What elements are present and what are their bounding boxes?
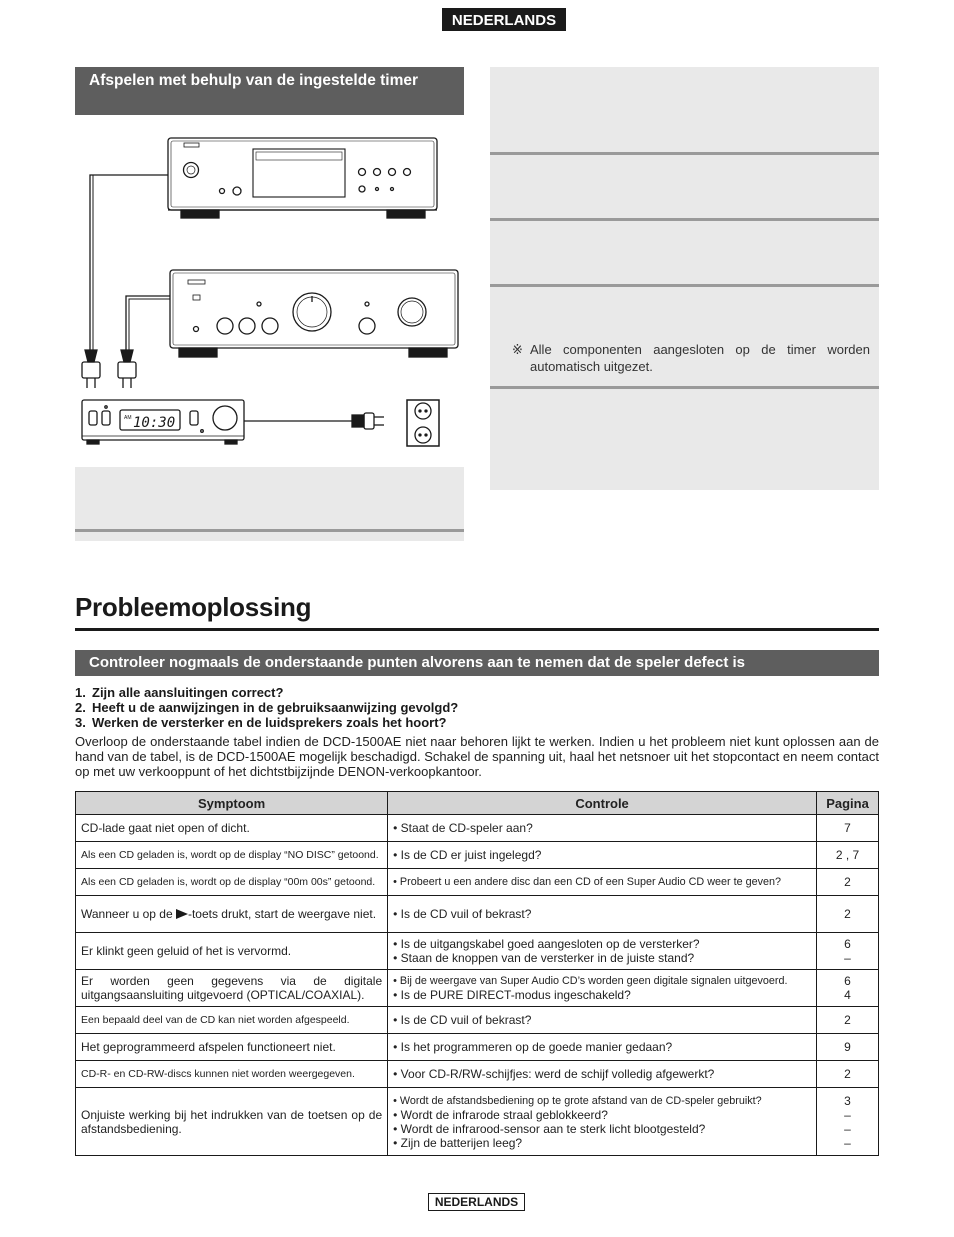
timer-connection-diagram (75, 130, 464, 460)
table-header-row (76, 792, 879, 815)
title-rule (75, 628, 879, 631)
page-cell: 2 (817, 869, 879, 896)
footer-language-tag: NEDERLANDS (428, 1193, 525, 1211)
amplifier-illustration (170, 270, 458, 357)
check-cell: • Is de CD vuil of bekrast? (388, 896, 817, 933)
table-row (76, 1034, 879, 1061)
troubleshooting-table (75, 791, 879, 1156)
check-cell: • Is de uitgangskabel goed aangesloten op de versterker? • Staan de knoppen van de versterker in de juiste stand? (388, 933, 817, 970)
intro-paragraph: Overloop de onderstaande tabel indien de DCD-1500AE niet naar behoren lijkt te werken. Indien u het probleem niet kunt oplossen aan de hand van de tabel, is de DCD-1500AE mogelijk beschadigd. Schakel de spanning uit, haal het netsnoer uit het stopcontact en neem contact op met uw verkooppunt of het dichtstbijzijnde DENON-verkoopkantoor. (75, 734, 879, 779)
left-grey-panel (75, 467, 464, 541)
symptom-cell: Wanneer u op de -toets drukt, start de weergave niet. (76, 896, 388, 933)
timer-display-time: 10:30 (133, 415, 176, 431)
cd-player-illustration (168, 138, 437, 218)
table-row (76, 933, 879, 970)
page-title: Probleemoplossing (75, 592, 312, 622)
check-cell: • Wordt de afstandsbediening op te grote afstand van de CD-speler gebruikt? • Wordt de infrarode straal geblokkeerd? • Wordt de infrarood-sensor aan te sterk licht blootgesteld? • Zijn de batterijen leeg? (388, 1088, 817, 1156)
table-row (76, 1007, 879, 1034)
table-row (76, 1061, 879, 1088)
checklist-item: 3. Werken de versterker en de luidsprekers zoals het hoort? (75, 715, 447, 730)
check-cell: • Bij de weergave van Super Audio CD’s worden geen digitale signalen uitgevoerd. • Is de PURE DIRECT-modus ingeschakeld? (388, 970, 817, 1007)
language-tab: NEDERLANDS (442, 8, 566, 31)
right-grey-panel (490, 67, 879, 490)
checklist (75, 685, 879, 730)
page-cell: 2 (817, 1007, 879, 1034)
checklist-item: 2. Heeft u de aanwijzingen in de gebruiksaanwijzing gevolgd? (75, 700, 459, 715)
col-symptom: Symptoom (76, 792, 388, 815)
page-cell: 2 (817, 896, 879, 933)
table-row (76, 842, 879, 869)
symptom-cell: Een bepaald deel van de CD kan niet worden afgespeeld. (76, 1007, 388, 1034)
table-row (76, 815, 879, 842)
table-row (76, 970, 879, 1007)
check-cell: • Voor CD-R/RW-schijfjes: werd de schijf volledig afgewerkt? (388, 1061, 817, 1088)
check-cell: • Staat de CD-speler aan? (388, 815, 817, 842)
page-cell: 2 (817, 1061, 879, 1088)
troubleshooting-subheading: Controleer nogmaals de onderstaande punten alvorens aan te nemen dat de speler defect is (75, 650, 879, 676)
table-row (76, 896, 879, 933)
page-cell: 7 (817, 815, 879, 842)
symptom-cell: Als een CD geladen is, wordt op de display “00m 00s” getoond. (76, 869, 388, 896)
check-cell: • Probeert u een andere disc dan een CD of een Super Audio CD weer te geven? (388, 869, 817, 896)
timer-display-am: AM (124, 415, 132, 421)
symptom-cell: Er klinkt geen geluid of het is vervormd. (76, 933, 388, 970)
table-row (76, 869, 879, 896)
symptom-cell: Er worden geen gegevens via de digitale uitgangsaansluiting uitgevoerd (OPTICAL/COAXIAL). (76, 970, 388, 1007)
check-cell: • Is het programmeren op de goede manier gedaan? (388, 1034, 817, 1061)
timer-note (512, 341, 870, 375)
check-cell: • Is de CD vuil of bekrast? (388, 1007, 817, 1034)
symptom-cell: CD-lade gaat niet open of dicht. (76, 815, 388, 842)
check-cell: • Is de CD er juist ingelegd? (388, 842, 817, 869)
col-page: Pagina (817, 792, 879, 815)
plug-right (118, 350, 136, 388)
plug-left (82, 350, 100, 388)
checklist-item: 1. Zijn alle aansluitingen correct? (75, 685, 284, 700)
timer-section-heading: Afspelen met behulp van de ingestelde timer (75, 67, 464, 115)
page-cell: 3 – – – (817, 1088, 879, 1156)
wall-outlet-illustration (407, 400, 439, 446)
col-check: Controle (388, 792, 817, 815)
page-cell: 2 , 7 (817, 842, 879, 869)
page-cell: 6 – (817, 933, 879, 970)
play-triangle-icon (176, 909, 188, 919)
symptom-cell: CD-R- en CD-RW-discs kunnen niet worden weergegeven. (76, 1061, 388, 1088)
table-row (76, 1088, 879, 1156)
symptom-cell: Onjuiste werking bij het indrukken van de toetsen op de afstandsbediening. (76, 1088, 388, 1156)
page-cell: 9 (817, 1034, 879, 1061)
timer-note-text: Alle componenten aangesloten op de timer worden automatisch uitgezet. (530, 342, 870, 374)
reference-mark-icon: ※ (512, 342, 523, 357)
symptom-cell: Het geprogrammeerd afspelen functioneert niet. (76, 1034, 388, 1061)
page-cell: 6 4 (817, 970, 879, 1007)
symptom-cell: Als een CD geladen is, wordt op de display “NO DISC” getoond. (76, 842, 388, 869)
wall-plug (352, 413, 384, 429)
